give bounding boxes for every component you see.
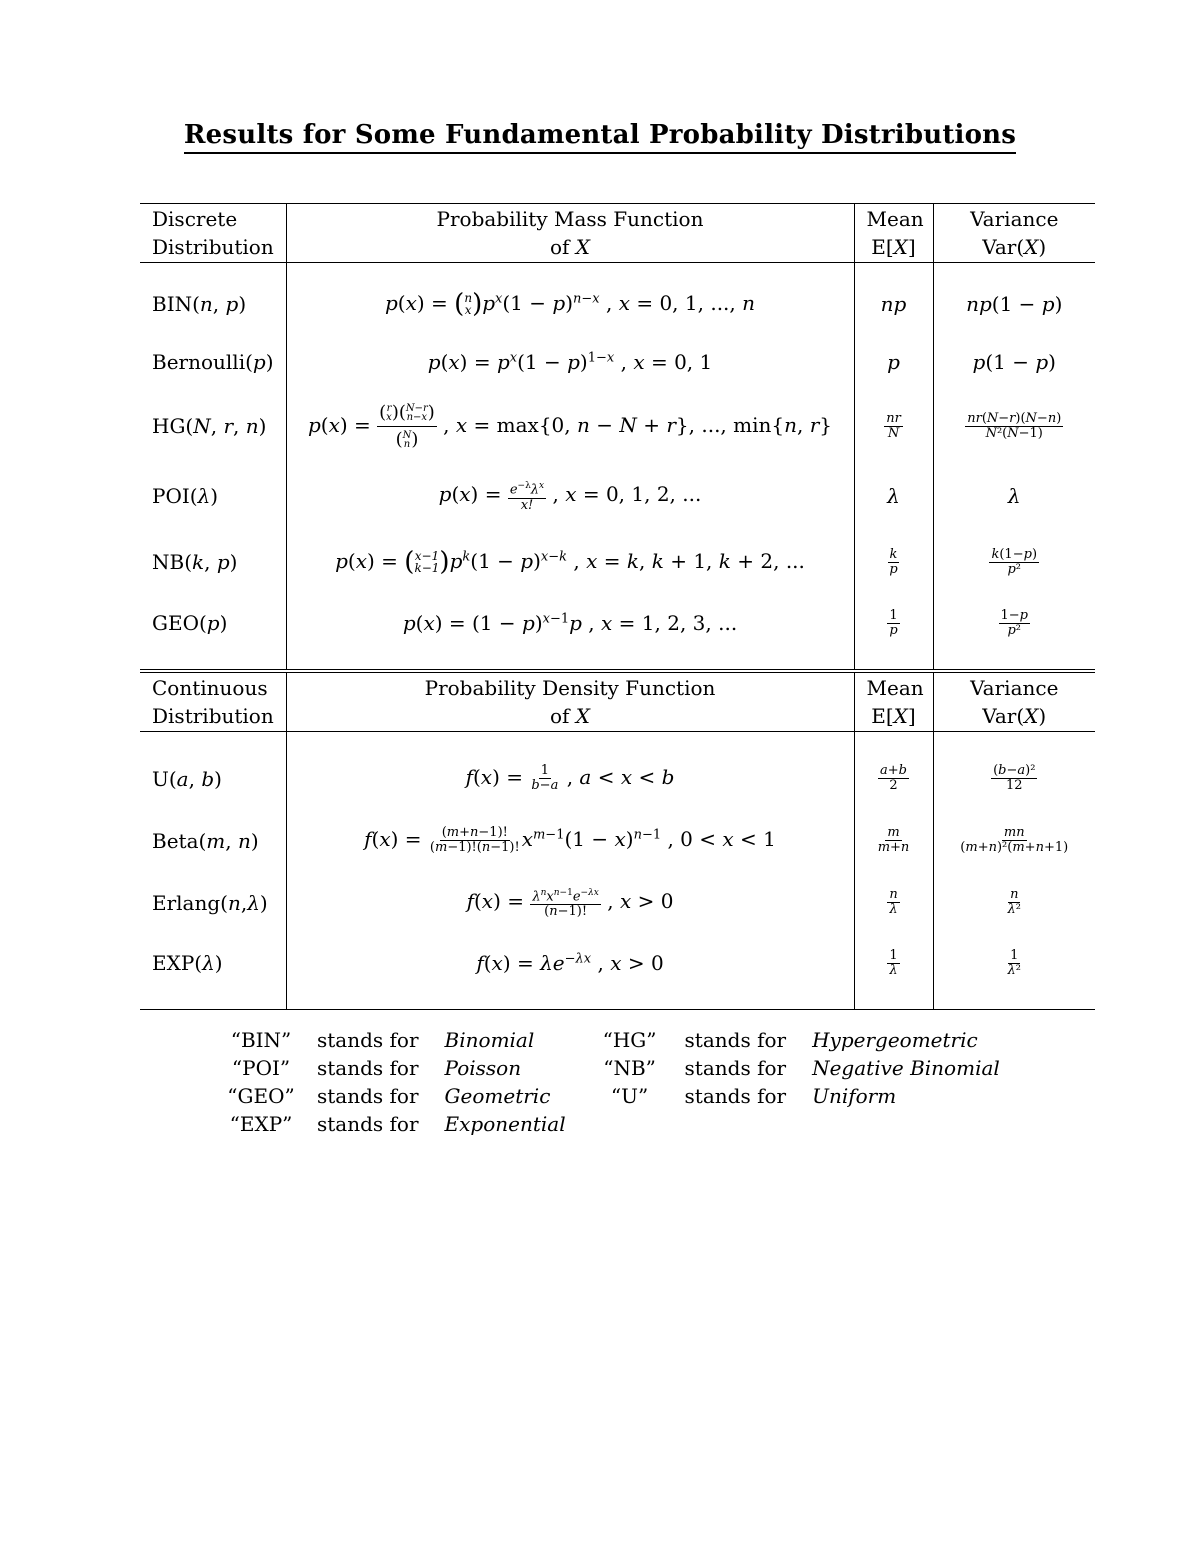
distribution-name: POI(λ): [152, 484, 219, 508]
mean-value: $\frac{1}{\lambda}$: [854, 934, 933, 1010]
abbreviation: “EXP”: [229, 1112, 293, 1136]
abbreviation: “HG”: [602, 1028, 657, 1052]
distribution-name: Erlang(n,λ): [152, 890, 268, 915]
table-row: [140, 461, 1095, 531]
variance-value: $\frac{mn}{\text{(m+n)²(m+n+1)}}$: [933, 810, 1095, 872]
abbreviation: “NB”: [603, 1056, 656, 1080]
pdf-formula: f(x) = $\frac{\lambda^nx^{n-1}e^{-\lambda x}}{(n-1)!}$ , x > 0: [286, 872, 854, 934]
discrete-header-distribution: Discrete Distribution: [140, 204, 286, 263]
full-name: Hypergeometric: [812, 1028, 978, 1052]
continuous-header-distribution: Continuous Distribution: [140, 671, 286, 732]
table-row: [140, 531, 1095, 593]
distribution-name: BIN(n, p): [152, 292, 247, 316]
distribution-name: NB(k, p): [152, 550, 238, 574]
table-row: [140, 748, 1095, 810]
variance-value: $\frac{1}{\text{λ²}}$: [933, 934, 1095, 1010]
distribution-name: HG(N, r, n): [152, 414, 267, 438]
distribution-name: U(a, b): [152, 766, 222, 791]
full-name: Uniform: [812, 1084, 897, 1108]
pmf-formula: p(x) = ( n x ) $p^x(1 - p)^{n-x}$ , x = 0, 1, ..., n: [286, 275, 854, 333]
distribution-table: [140, 203, 1095, 1010]
distribution-name: GEO(p): [152, 611, 228, 635]
variance-value: np(1 − p): [933, 275, 1095, 333]
stands-for-text: stands for: [317, 1028, 419, 1052]
mean-value: $\frac{1}{p}$: [854, 593, 933, 653]
table-row: [140, 275, 1095, 333]
pdf-formula: f(x) = $\frac{(m+n-1)!}{(m-1)!(n-1)!}$ $x^{m-1}(1 - x)^{n-1}$ , 0 < x < 1: [286, 810, 854, 872]
mean-value: $\frac{nr}{N}$: [854, 391, 933, 461]
abbreviation: “BIN”: [230, 1028, 292, 1052]
pmf-formula: $p(x) = p^x(1 - p)^{1-x}$ , x = 0, 1: [286, 333, 854, 391]
full-name: Poisson: [444, 1056, 522, 1080]
stands-for-text: stands for: [317, 1112, 419, 1136]
mean-value: $\frac{m}{m+n}$: [854, 810, 933, 872]
pmf-formula: p(x) = $\frac{e^{-\lambda}\lambda^x}{x!}$ , x = 0, 1, 2, ...: [286, 461, 854, 531]
page-title: Results for Some Fundamental Probability Distributions: [0, 120, 1200, 150]
table-row: [140, 872, 1095, 934]
continuous-header-mean: Mean E[X]: [854, 671, 933, 732]
discrete-header-row: [140, 204, 1095, 263]
distribution-name: Beta(m, n): [152, 828, 259, 853]
abbreviation: “U”: [610, 1084, 649, 1108]
pdf-formula: f(x) = $\frac{1}{b-a}$ , a < x < b: [286, 748, 854, 810]
distribution-name: Bernoulli(p): [152, 350, 274, 374]
mean-value: λ: [854, 461, 933, 531]
variance-value: $\frac{nr(N-r)(N-n)}{\text{N²(N−1)}}$: [933, 391, 1095, 461]
continuous-header-variance: Variance Var(X): [933, 671, 1095, 732]
variance-value: $\frac{\text{(b−a)²}}{12}$: [933, 748, 1095, 810]
table-row: [140, 810, 1095, 872]
continuous-header-pdf: Probability Density Function of X: [286, 671, 854, 732]
pmf-formula: $p(x) = (1 - p)^{x-1}p$ , x = 1, 2, 3, ...: [286, 593, 854, 653]
full-name: Binomial: [444, 1028, 535, 1052]
stands-for-text: stands for: [317, 1056, 419, 1080]
discrete-header-pmf: Probability Mass Function of X: [286, 204, 854, 263]
mean-value: np: [854, 275, 933, 333]
discrete-header-variance: Variance Var(X): [933, 204, 1095, 263]
stands-for-text: stands for: [684, 1056, 787, 1080]
table-row: [140, 391, 1095, 461]
mean-value: $\frac{n}{\lambda}$: [854, 872, 933, 934]
continuous-header-row: [140, 671, 1095, 732]
table-row: [140, 593, 1095, 653]
abbreviation: “POI”: [231, 1056, 291, 1080]
table-row: [140, 934, 1095, 1010]
variance-value: $\frac{1-p}{\text{p²}}$: [933, 593, 1095, 653]
full-name: Exponential: [444, 1112, 566, 1136]
variance-value: p(1 − p): [933, 333, 1095, 391]
pmf-formula: p(x) = ( x−1 k−1 ) $p^k(1 - p)^{x-k}$ , x = k, k + 1, k + 2, ...: [286, 531, 854, 593]
mean-value: p: [854, 333, 933, 391]
variance-value: $\frac{k(1-p)}{\text{p²}}$: [933, 531, 1095, 593]
variance-value: λ: [933, 461, 1095, 531]
mean-value: $\frac{a+b}{2}$: [854, 748, 933, 810]
abbreviation-row: [225, 1110, 1000, 1138]
table-row: [140, 333, 1095, 391]
mean-value: $\frac{k}{p}$: [854, 531, 933, 593]
full-name: Negative Binomial: [812, 1056, 1000, 1080]
discrete-header-mean: Mean E[X]: [854, 204, 933, 263]
pmf-formula: p(x) = ( r x ) ( N−r n−x ) ( N n ) , x = max{0, n − N + r}, ..., min{n, r}: [286, 391, 854, 461]
stands-for-text: stands for: [317, 1084, 419, 1108]
abbreviation-legend: [225, 1026, 1000, 1138]
pdf-formula: $f(x) = \lambda e^{-\lambda x}$ , x > 0: [286, 934, 854, 1010]
stands-for-text: stands for: [684, 1084, 787, 1108]
abbreviation-row: [225, 1026, 1000, 1054]
distribution-name: EXP(λ): [140, 934, 286, 1010]
stands-for-text: stands for: [684, 1028, 787, 1052]
full-name: Geometric: [444, 1084, 551, 1108]
abbreviation-row: [225, 1082, 1000, 1110]
variance-value: $\frac{n}{\text{λ²}}$: [933, 872, 1095, 934]
abbreviation-row: [225, 1054, 1000, 1082]
abbreviation: “GEO”: [227, 1084, 295, 1108]
